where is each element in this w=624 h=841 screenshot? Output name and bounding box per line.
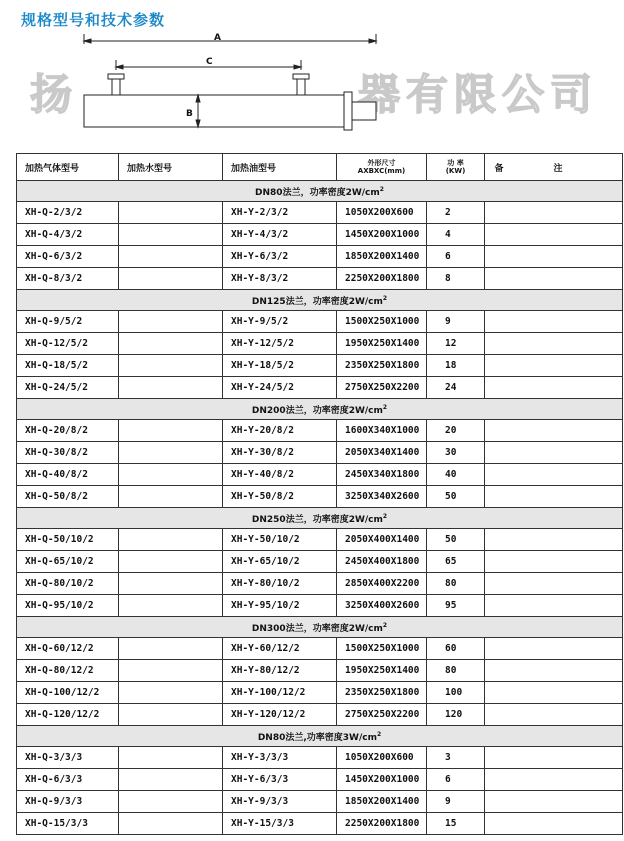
cell-power: 80: [427, 573, 485, 595]
cell-note: [485, 464, 623, 486]
cell-power: 50: [427, 486, 485, 508]
cell-water-model: [119, 442, 223, 464]
cell-dimensions: 2350X250X1800: [337, 682, 427, 704]
section-title-superscript: 2: [382, 403, 388, 411]
cell-oil-model: XH-Y-100/12/2: [223, 682, 337, 704]
section-title: [17, 290, 623, 311]
cell-dimensions: 3250X340X2600: [337, 486, 427, 508]
cell-power: 6: [427, 246, 485, 268]
table-row: [17, 704, 623, 726]
cell-note: [485, 529, 623, 551]
cell-note: [485, 638, 623, 660]
cell-oil-model: XH-Y-80/10/2: [223, 573, 337, 595]
cell-power: 50: [427, 529, 485, 551]
cell-gas-model: XH-Q-4/3/2: [17, 224, 119, 246]
section-title: [17, 508, 623, 529]
cell-power: 60: [427, 638, 485, 660]
cell-note: [485, 813, 623, 835]
cell-water-model: [119, 464, 223, 486]
cell-water-model: [119, 355, 223, 377]
section-header-row: [17, 181, 623, 202]
cell-note: [485, 769, 623, 791]
cell-gas-model: XH-Q-8/3/2: [17, 268, 119, 290]
section-title-superscript: 2: [376, 730, 382, 738]
table-row: [17, 529, 623, 551]
cell-dimensions: 1450X200X1000: [337, 769, 427, 791]
cell-water-model: [119, 791, 223, 813]
cell-oil-model: XH-Y-50/8/2: [223, 486, 337, 508]
cell-gas-model: XH-Q-60/12/2: [17, 638, 119, 660]
table-header-row: [17, 154, 623, 181]
cell-power: 3: [427, 747, 485, 769]
table-row: [17, 464, 623, 486]
section-title: [17, 617, 623, 638]
cell-oil-model: XH-Y-15/3/3: [223, 813, 337, 835]
cell-dimensions: 2250X200X1800: [337, 268, 427, 290]
cell-gas-model: XH-Q-12/5/2: [17, 333, 119, 355]
cell-dimensions: 2050X340X1400: [337, 442, 427, 464]
cell-power: 8: [427, 268, 485, 290]
cell-note: [485, 333, 623, 355]
cell-power: 18: [427, 355, 485, 377]
cell-gas-model: XH-Q-18/5/2: [17, 355, 119, 377]
page-title: 规格型号和技术参数: [21, 11, 166, 29]
cell-power: 95: [427, 595, 485, 617]
cell-oil-model: XH-Y-80/12/2: [223, 660, 337, 682]
cell-gas-model: XH-Q-50/10/2: [17, 529, 119, 551]
cell-oil-model: XH-Y-95/10/2: [223, 595, 337, 617]
cell-note: [485, 747, 623, 769]
cell-water-model: [119, 660, 223, 682]
cell-power: 12: [427, 333, 485, 355]
cell-water-model: [119, 486, 223, 508]
cell-water-model: [119, 420, 223, 442]
cell-dimensions: 1500X250X1000: [337, 638, 427, 660]
cell-gas-model: XH-Q-40/8/2: [17, 464, 119, 486]
header-water-model: 加热水型号: [119, 154, 223, 181]
header-power: [427, 154, 485, 181]
table-row: [17, 202, 623, 224]
section-title-text: DN200法兰，功率密度2W/cm: [251, 405, 383, 416]
cell-note: [485, 486, 623, 508]
cell-gas-model: XH-Q-15/3/3: [17, 813, 119, 835]
cell-power: 24: [427, 377, 485, 399]
cell-power: 6: [427, 769, 485, 791]
cell-gas-model: XH-Q-9/5/2: [17, 311, 119, 333]
cell-dimensions: 2350X250X1800: [337, 355, 427, 377]
cell-note: [485, 246, 623, 268]
cell-note: [485, 355, 623, 377]
dimension-label-a: A: [214, 33, 221, 43]
cell-gas-model: XH-Q-120/12/2: [17, 704, 119, 726]
cell-note: [485, 268, 623, 290]
cell-power: 9: [427, 791, 485, 813]
table-row: [17, 377, 623, 399]
table-row: [17, 355, 623, 377]
cell-power: 40: [427, 464, 485, 486]
cell-water-model: [119, 333, 223, 355]
table-row: [17, 769, 623, 791]
cell-note: [485, 551, 623, 573]
cell-dimensions: 3250X400X2600: [337, 595, 427, 617]
header-gas-model: 加热气体型号: [17, 154, 119, 181]
cell-water-model: [119, 529, 223, 551]
cell-dimensions: 2750X250X2200: [337, 704, 427, 726]
cell-water-model: [119, 224, 223, 246]
header-dimensions-line2: AXBXC(mm): [357, 167, 406, 175]
section-title: [17, 399, 623, 420]
cell-note: [485, 660, 623, 682]
cell-dimensions: 2050X400X1400: [337, 529, 427, 551]
cell-dimensions: 2250X200X1800: [337, 813, 427, 835]
spec-table-body: [17, 181, 623, 835]
cell-gas-model: XH-Q-30/8/2: [17, 442, 119, 464]
table-row: [17, 595, 623, 617]
dimension-label-c: C: [206, 57, 213, 67]
header-dimensions-line1: 外形尺寸: [367, 159, 396, 167]
header-power-line1: 功 率: [447, 159, 464, 167]
table-row: [17, 246, 623, 268]
cell-dimensions: 1050X200X600: [337, 202, 427, 224]
header-note: 备注: [485, 154, 623, 181]
section-title: [17, 181, 623, 202]
cell-water-model: [119, 202, 223, 224]
cell-note: [485, 682, 623, 704]
cell-oil-model: XH-Y-6/3/2: [223, 246, 337, 268]
table-row: [17, 420, 623, 442]
table-row: [17, 573, 623, 595]
cell-note: [485, 595, 623, 617]
table-row: [17, 486, 623, 508]
cell-oil-model: XH-Y-2/3/2: [223, 202, 337, 224]
cell-note: [485, 442, 623, 464]
cell-oil-model: XH-Y-12/5/2: [223, 333, 337, 355]
table-row: [17, 791, 623, 813]
cell-oil-model: XH-Y-24/5/2: [223, 377, 337, 399]
table-row: [17, 747, 623, 769]
cell-oil-model: XH-Y-8/3/2: [223, 268, 337, 290]
watermark-right: 器有限公司: [358, 70, 599, 119]
cell-water-model: [119, 268, 223, 290]
heater-dimension-drawing: [60, 30, 400, 140]
section-title-text: DN125法兰，功率密度2W/cm: [251, 296, 383, 307]
cell-oil-model: XH-Y-9/3/3: [223, 791, 337, 813]
cell-gas-model: XH-Q-24/5/2: [17, 377, 119, 399]
cell-power: 80: [427, 660, 485, 682]
table-row: [17, 268, 623, 290]
cell-dimensions: 2850X400X2200: [337, 573, 427, 595]
cell-oil-model: XH-Y-6/3/3: [223, 769, 337, 791]
section-title-text: DN300法兰，功率密度2W/cm: [251, 623, 383, 634]
cell-dimensions: 1950X250X1400: [337, 660, 427, 682]
cell-oil-model: XH-Y-4/3/2: [223, 224, 337, 246]
cell-power: 120: [427, 704, 485, 726]
table-row: [17, 333, 623, 355]
section-header-row: [17, 617, 623, 638]
cell-gas-model: XH-Q-20/8/2: [17, 420, 119, 442]
cell-gas-model: XH-Q-50/8/2: [17, 486, 119, 508]
cell-power: 65: [427, 551, 485, 573]
spec-table: [16, 153, 623, 835]
cell-gas-model: XH-Q-95/10/2: [17, 595, 119, 617]
cell-note: [485, 311, 623, 333]
cell-gas-model: XH-Q-3/3/3: [17, 747, 119, 769]
cell-oil-model: XH-Y-60/12/2: [223, 638, 337, 660]
cell-power: 100: [427, 682, 485, 704]
cell-water-model: [119, 682, 223, 704]
cell-power: 2: [427, 202, 485, 224]
section-title-text: DN80法兰，功率密度2W/cm: [255, 187, 380, 198]
cell-power: 30: [427, 442, 485, 464]
cell-oil-model: XH-Y-18/5/2: [223, 355, 337, 377]
cell-oil-model: XH-Y-9/5/2: [223, 311, 337, 333]
section-header-row: [17, 399, 623, 420]
cell-water-model: [119, 638, 223, 660]
section-title-superscript: 2: [382, 621, 388, 629]
cell-dimensions: 1950X250X1400: [337, 333, 427, 355]
section-title-superscript: 2: [379, 185, 384, 193]
cell-note: [485, 420, 623, 442]
cell-water-model: [119, 747, 223, 769]
cell-gas-model: XH-Q-6/3/2: [17, 246, 119, 268]
cell-dimensions: 1850X200X1400: [337, 246, 427, 268]
cell-oil-model: XH-Y-120/12/2: [223, 704, 337, 726]
cell-oil-model: XH-Y-65/10/2: [223, 551, 337, 573]
cell-gas-model: XH-Q-100/12/2: [17, 682, 119, 704]
cell-water-model: [119, 813, 223, 835]
table-row: [17, 638, 623, 660]
cell-gas-model: XH-Q-2/3/2: [17, 202, 119, 224]
section-title: [17, 726, 623, 747]
cell-water-model: [119, 311, 223, 333]
table-row: [17, 813, 623, 835]
table-row: [17, 551, 623, 573]
cell-gas-model: XH-Q-80/12/2: [17, 660, 119, 682]
cell-note: [485, 377, 623, 399]
cell-dimensions: 1600X340X1000: [337, 420, 427, 442]
section-title-text: DN80法兰,功率密度3W/cm: [257, 732, 377, 743]
cell-dimensions: 1500X250X1000: [337, 311, 427, 333]
section-header-row: [17, 508, 623, 529]
cell-oil-model: XH-Y-20/8/2: [223, 420, 337, 442]
cell-note: [485, 791, 623, 813]
cell-dimensions: 2450X400X1800: [337, 551, 427, 573]
dimension-label-b: B: [186, 109, 193, 119]
cell-water-model: [119, 704, 223, 726]
header-oil-model: 加热油型号: [223, 154, 337, 181]
section-header-row: [17, 726, 623, 747]
cell-water-model: [119, 595, 223, 617]
watermark-left: 扬: [30, 70, 77, 119]
cell-oil-model: XH-Y-30/8/2: [223, 442, 337, 464]
table-row: [17, 682, 623, 704]
cell-power: 20: [427, 420, 485, 442]
cell-dimensions: 1450X200X1000: [337, 224, 427, 246]
table-row: [17, 442, 623, 464]
section-title-superscript: 2: [382, 294, 388, 302]
cell-water-model: [119, 769, 223, 791]
header-power-line2: (KW): [445, 167, 466, 175]
table-row: [17, 311, 623, 333]
section-title-superscript: 2: [382, 512, 388, 520]
cell-dimensions: 1050X200X600: [337, 747, 427, 769]
cell-water-model: [119, 551, 223, 573]
cell-note: [485, 704, 623, 726]
cell-dimensions: 1850X200X1400: [337, 791, 427, 813]
header-dimensions: [337, 154, 427, 181]
cell-power: 9: [427, 311, 485, 333]
section-title-text: DN250法兰，功率密度2W/cm: [251, 514, 383, 525]
cell-gas-model: XH-Q-9/3/3: [17, 791, 119, 813]
cell-note: [485, 202, 623, 224]
table-row: [17, 224, 623, 246]
cell-power: 15: [427, 813, 485, 835]
cell-gas-model: XH-Q-65/10/2: [17, 551, 119, 573]
table-row: [17, 660, 623, 682]
cell-water-model: [119, 377, 223, 399]
cell-dimensions: 2750X250X2200: [337, 377, 427, 399]
cell-note: [485, 573, 623, 595]
cell-dimensions: 2450X340X1800: [337, 464, 427, 486]
cell-power: 4: [427, 224, 485, 246]
cell-oil-model: XH-Y-40/8/2: [223, 464, 337, 486]
cell-gas-model: XH-Q-6/3/3: [17, 769, 119, 791]
cell-water-model: [119, 573, 223, 595]
cell-note: [485, 224, 623, 246]
cell-water-model: [119, 246, 223, 268]
section-header-row: [17, 290, 623, 311]
cell-oil-model: XH-Y-3/3/3: [223, 747, 337, 769]
cell-oil-model: XH-Y-50/10/2: [223, 529, 337, 551]
cell-gas-model: XH-Q-80/10/2: [17, 573, 119, 595]
